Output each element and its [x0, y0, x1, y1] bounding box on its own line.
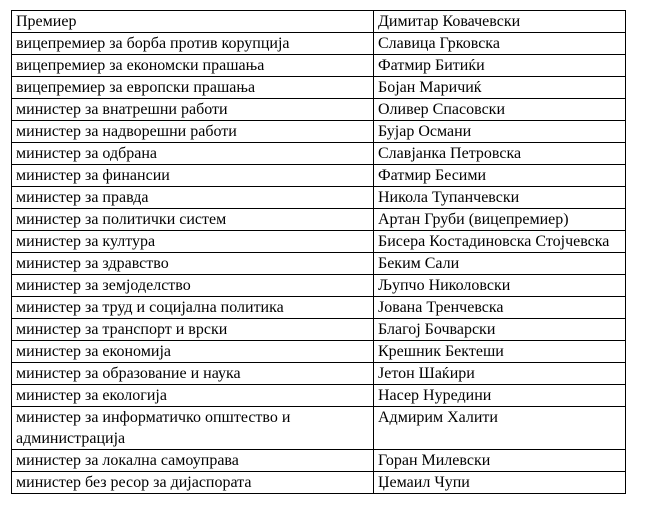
- position-cell: вицепремиер за борба против корупција: [12, 33, 374, 55]
- table-row: [12, 253, 626, 275]
- table-row: [12, 77, 626, 99]
- table-row: [12, 209, 626, 231]
- person-cell: Славјанка Петровска: [374, 143, 626, 165]
- person-cell: Бујар Османи: [374, 121, 626, 143]
- table-row: [12, 121, 626, 143]
- position-cell: вицепремиер за европски прашања: [12, 77, 374, 99]
- position-cell: министер за труд и социјална политика: [12, 297, 374, 319]
- person-cell: Фатмир Бесими: [374, 165, 626, 187]
- table-row: [12, 187, 626, 209]
- government-members-table: [11, 10, 626, 494]
- position-cell: министер за култура: [12, 231, 374, 253]
- table-row: [12, 450, 626, 472]
- table-row: [12, 385, 626, 407]
- position-cell: министер за земјоделство: [12, 275, 374, 297]
- position-cell: министер за финансии: [12, 165, 374, 187]
- table-row: [12, 319, 626, 341]
- table-row: [12, 297, 626, 319]
- position-cell: министер за транспорт и врски: [12, 319, 374, 341]
- table-row: [12, 341, 626, 363]
- table-row: [12, 275, 626, 297]
- person-cell: Оливер Спасовски: [374, 99, 626, 121]
- table-row: [12, 55, 626, 77]
- person-cell: Адмирим Халити: [374, 407, 626, 450]
- person-cell: Славица Грковска: [374, 33, 626, 55]
- person-cell: Димитар Ковачевски: [374, 11, 626, 33]
- table-row: [12, 33, 626, 55]
- table-row: [12, 99, 626, 121]
- table-row: [12, 472, 626, 494]
- position-cell: министер за локална самоуправа: [12, 450, 374, 472]
- person-cell: Џемаил Чупи: [374, 472, 626, 494]
- position-cell: министер за образование и наука: [12, 363, 374, 385]
- table-row: [12, 363, 626, 385]
- position-cell: министер за екологија: [12, 385, 374, 407]
- position-cell: вицепремиер за економски прашања: [12, 55, 374, 77]
- person-cell: Благој Бочварски: [374, 319, 626, 341]
- person-cell: Насер Нуредини: [374, 385, 626, 407]
- person-cell: Љупчо Николовски: [374, 275, 626, 297]
- table-body: [12, 11, 626, 494]
- document-page: [11, 10, 625, 494]
- person-cell: Беким Сали: [374, 253, 626, 275]
- position-cell: министер без ресор за дијаспората: [12, 472, 374, 494]
- person-cell: Јована Тренчевска: [374, 297, 626, 319]
- position-cell: министер за информатичко општество и администрација: [12, 407, 374, 450]
- table-row: [12, 11, 626, 33]
- person-cell: Бисера Костадиновска Стојчевска: [374, 231, 626, 253]
- table-row: [12, 231, 626, 253]
- person-cell: Крешник Бектеши: [374, 341, 626, 363]
- person-cell: Горан Милевски: [374, 450, 626, 472]
- position-cell: министер за политички систем: [12, 209, 374, 231]
- table-row: [12, 407, 626, 450]
- position-cell: министер за правда: [12, 187, 374, 209]
- person-cell: Фатмир Битиќи: [374, 55, 626, 77]
- person-cell: Никола Тупанчевски: [374, 187, 626, 209]
- position-cell: министер за внатрешни работи: [12, 99, 374, 121]
- person-cell: Артан Груби (вицепремиер): [374, 209, 626, 231]
- person-cell: Јетон Шаќири: [374, 363, 626, 385]
- position-cell: министер за здравство: [12, 253, 374, 275]
- position-cell: министер за надворешни работи: [12, 121, 374, 143]
- position-cell: министер за одбрана: [12, 143, 374, 165]
- person-cell: Бојан Маричиќ: [374, 77, 626, 99]
- position-cell: Премиер: [12, 11, 374, 33]
- table-row: [12, 143, 626, 165]
- table-row: [12, 165, 626, 187]
- position-cell: министер за економија: [12, 341, 374, 363]
